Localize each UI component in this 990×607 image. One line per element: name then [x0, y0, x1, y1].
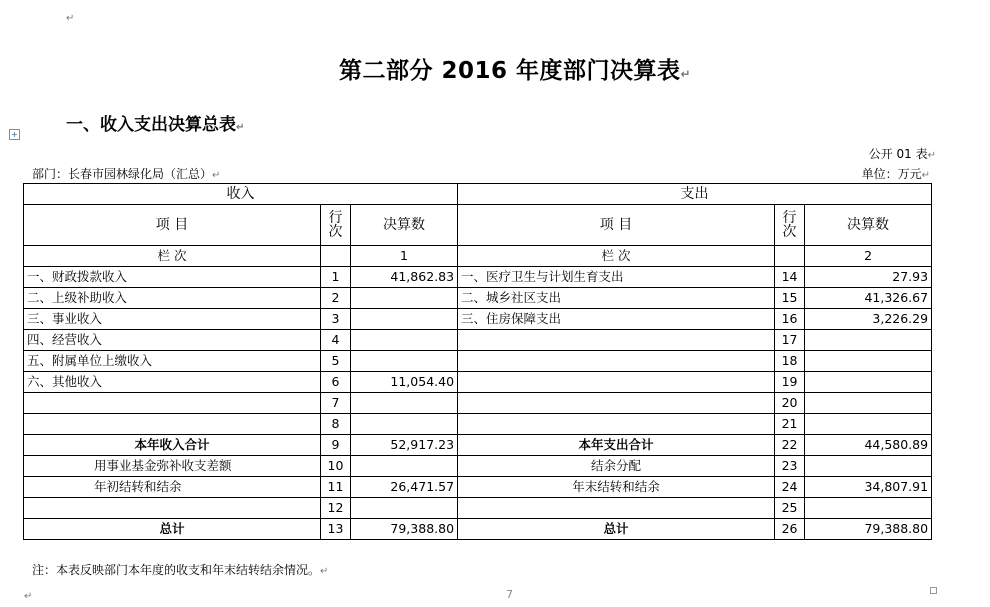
- expense-amount-cell: 41,326.67: [805, 288, 932, 309]
- expense-amount-cell: [805, 456, 932, 477]
- expense-line-cell: 19: [775, 372, 805, 393]
- income-amount-cell: [351, 456, 458, 477]
- table-row: [24, 435, 932, 456]
- paragraph-mark: ↵: [212, 170, 221, 181]
- income-line-cell: 8: [321, 414, 351, 435]
- income-amount-cell: 79,388.80: [351, 519, 458, 540]
- income-order-number: 1: [351, 246, 458, 267]
- expense-item-cell: 本年支出合计: [458, 435, 775, 456]
- income-line-cell: 6: [321, 372, 351, 393]
- income-line-cell: 9: [321, 435, 351, 456]
- expense-amount-cell: [805, 414, 932, 435]
- income-item-cell: [24, 498, 321, 519]
- income-amount-cell: [351, 393, 458, 414]
- expense-amount-header: 决算数: [805, 205, 932, 246]
- form-number: [869, 145, 936, 162]
- expense-item-cell: [458, 372, 775, 393]
- expense-item-cell: [458, 393, 775, 414]
- table-row: [24, 372, 932, 393]
- income-line-cell: 13: [321, 519, 351, 540]
- income-amount-cell: [351, 288, 458, 309]
- expense-amount-cell: 34,807.91: [805, 477, 932, 498]
- expense-line-cell: 17: [775, 330, 805, 351]
- expense-amount-cell: [805, 351, 932, 372]
- unit-label: [862, 165, 930, 182]
- income-item-cell: 五、附属单位上缴收入: [24, 351, 321, 372]
- unit-text: 单位：万元: [861, 167, 922, 181]
- expense-line-cell: 25: [775, 498, 805, 519]
- income-item-cell: [24, 393, 321, 414]
- income-item-cell: 总计: [24, 519, 321, 540]
- expense-line-cell: 20: [775, 393, 805, 414]
- expense-line-cell: 14: [775, 267, 805, 288]
- column-order-row: [24, 246, 932, 267]
- income-line-header: 行次: [321, 205, 351, 246]
- paragraph-mark: ↵: [24, 591, 33, 602]
- table-note: [32, 561, 328, 578]
- income-line-cell: 11: [321, 477, 351, 498]
- table-row: [24, 351, 932, 372]
- income-line-cell: 7: [321, 393, 351, 414]
- table-row: [24, 267, 932, 288]
- table-move-handle-icon[interactable]: +: [9, 129, 20, 140]
- income-amount-cell: [351, 330, 458, 351]
- page-title: [0, 52, 990, 85]
- empty-cell: [775, 246, 805, 267]
- income-line-cell: 10: [321, 456, 351, 477]
- income-order-label: 栏 次: [24, 246, 321, 267]
- expense-line-header: 行次: [775, 205, 805, 246]
- expense-line-cell: 21: [775, 414, 805, 435]
- form-number-text: 公开 01 表: [868, 147, 928, 161]
- income-amount-cell: [351, 498, 458, 519]
- table-row: [24, 330, 932, 351]
- table-row: [24, 498, 932, 519]
- expense-amount-cell: 3,226.29: [805, 309, 932, 330]
- expense-item-cell: 一、医疗卫生与计划生育支出: [458, 267, 775, 288]
- expense-order-number: 2: [805, 246, 932, 267]
- expense-line-cell: 24: [775, 477, 805, 498]
- income-amount-cell: [351, 309, 458, 330]
- expense-item-cell: [458, 498, 775, 519]
- expense-item-header: 项 目: [458, 205, 775, 246]
- income-amount-cell: 52,917.23: [351, 435, 458, 456]
- expense-amount-cell: 27.93: [805, 267, 932, 288]
- expense-line-cell: 16: [775, 309, 805, 330]
- paragraph-mark: ↵: [927, 150, 936, 161]
- income-amount-cell: 11,054.40: [351, 372, 458, 393]
- expense-line-cell: 18: [775, 351, 805, 372]
- income-item-cell: 四、经营收入: [24, 330, 321, 351]
- table-row: [24, 309, 932, 330]
- column-header-row: [24, 205, 932, 246]
- income-line-cell: 4: [321, 330, 351, 351]
- income-line-cell: 12: [321, 498, 351, 519]
- empty-cell: [321, 246, 351, 267]
- margin-corner-mark: [930, 587, 937, 594]
- table-row: [24, 393, 932, 414]
- table-row: [24, 477, 932, 498]
- table-row: [24, 519, 932, 540]
- expense-line-cell: 23: [775, 456, 805, 477]
- expense-amount-cell: [805, 393, 932, 414]
- section-title-text: 一、收入支出决算总表: [66, 115, 236, 135]
- income-amount-cell: 26,471.57: [351, 477, 458, 498]
- expense-amount-cell: [805, 330, 932, 351]
- expense-amount-cell: [805, 372, 932, 393]
- expense-item-cell: 结余分配: [458, 456, 775, 477]
- page-number: 7: [506, 588, 513, 601]
- income-item-cell: 六、其他收入: [24, 372, 321, 393]
- paragraph-mark: ↵: [236, 122, 245, 133]
- income-header: 收入: [24, 184, 458, 205]
- income-line-cell: 1: [321, 267, 351, 288]
- income-item-cell: 二、上级补助收入: [24, 288, 321, 309]
- expense-amount-cell: 79,388.80: [805, 519, 932, 540]
- expense-item-cell: 总计: [458, 519, 775, 540]
- paragraph-mark: ↵: [66, 13, 75, 24]
- expense-line-cell: 22: [775, 435, 805, 456]
- table-row: [24, 414, 932, 435]
- paragraph-mark: ↵: [680, 67, 692, 81]
- section-title: [66, 110, 244, 135]
- income-amount-cell: [351, 351, 458, 372]
- department-text: 部门：长春市园林绿化局（汇总）: [32, 167, 213, 181]
- table-header-row: [24, 184, 932, 205]
- income-item-cell: 三、事业收入: [24, 309, 321, 330]
- income-amount-cell: [351, 414, 458, 435]
- expense-line-cell: 15: [775, 288, 805, 309]
- table-note-text: 注：本表反映部门本年度的收支和年末结转结余情况。: [32, 563, 321, 577]
- income-item-cell: 本年收入合计: [24, 435, 321, 456]
- page-title-text: 第二部分 2016 年度部门决算表: [338, 58, 681, 84]
- table-row: [24, 288, 932, 309]
- income-item-header: 项 目: [24, 205, 321, 246]
- expense-item-cell: 二、城乡社区支出: [458, 288, 775, 309]
- department-label: [32, 165, 220, 182]
- expense-order-label: 栏 次: [458, 246, 775, 267]
- expense-item-cell: [458, 414, 775, 435]
- income-line-cell: 2: [321, 288, 351, 309]
- expense-amount-cell: [805, 498, 932, 519]
- paragraph-mark: ↵: [320, 566, 329, 577]
- income-expense-table: [23, 183, 932, 540]
- income-item-cell: [24, 414, 321, 435]
- expense-item-cell: 三、住房保障支出: [458, 309, 775, 330]
- income-line-cell: 5: [321, 351, 351, 372]
- expense-header: 支出: [458, 184, 932, 205]
- expense-line-cell: 26: [775, 519, 805, 540]
- income-line-cell: 3: [321, 309, 351, 330]
- expense-item-cell: [458, 351, 775, 372]
- income-item-cell: 一、财政拨款收入: [24, 267, 321, 288]
- expense-amount-cell: 44,580.89: [805, 435, 932, 456]
- expense-item-cell: 年末结转和结余: [458, 477, 775, 498]
- income-item-cell: 用事业基金弥补收支差额: [24, 456, 321, 477]
- income-amount-header: 决算数: [351, 205, 458, 246]
- expense-item-cell: [458, 330, 775, 351]
- table-row: [24, 456, 932, 477]
- paragraph-mark: ↵: [921, 170, 930, 181]
- income-item-cell: 年初结转和结余: [24, 477, 321, 498]
- income-amount-cell: 41,862.83: [351, 267, 458, 288]
